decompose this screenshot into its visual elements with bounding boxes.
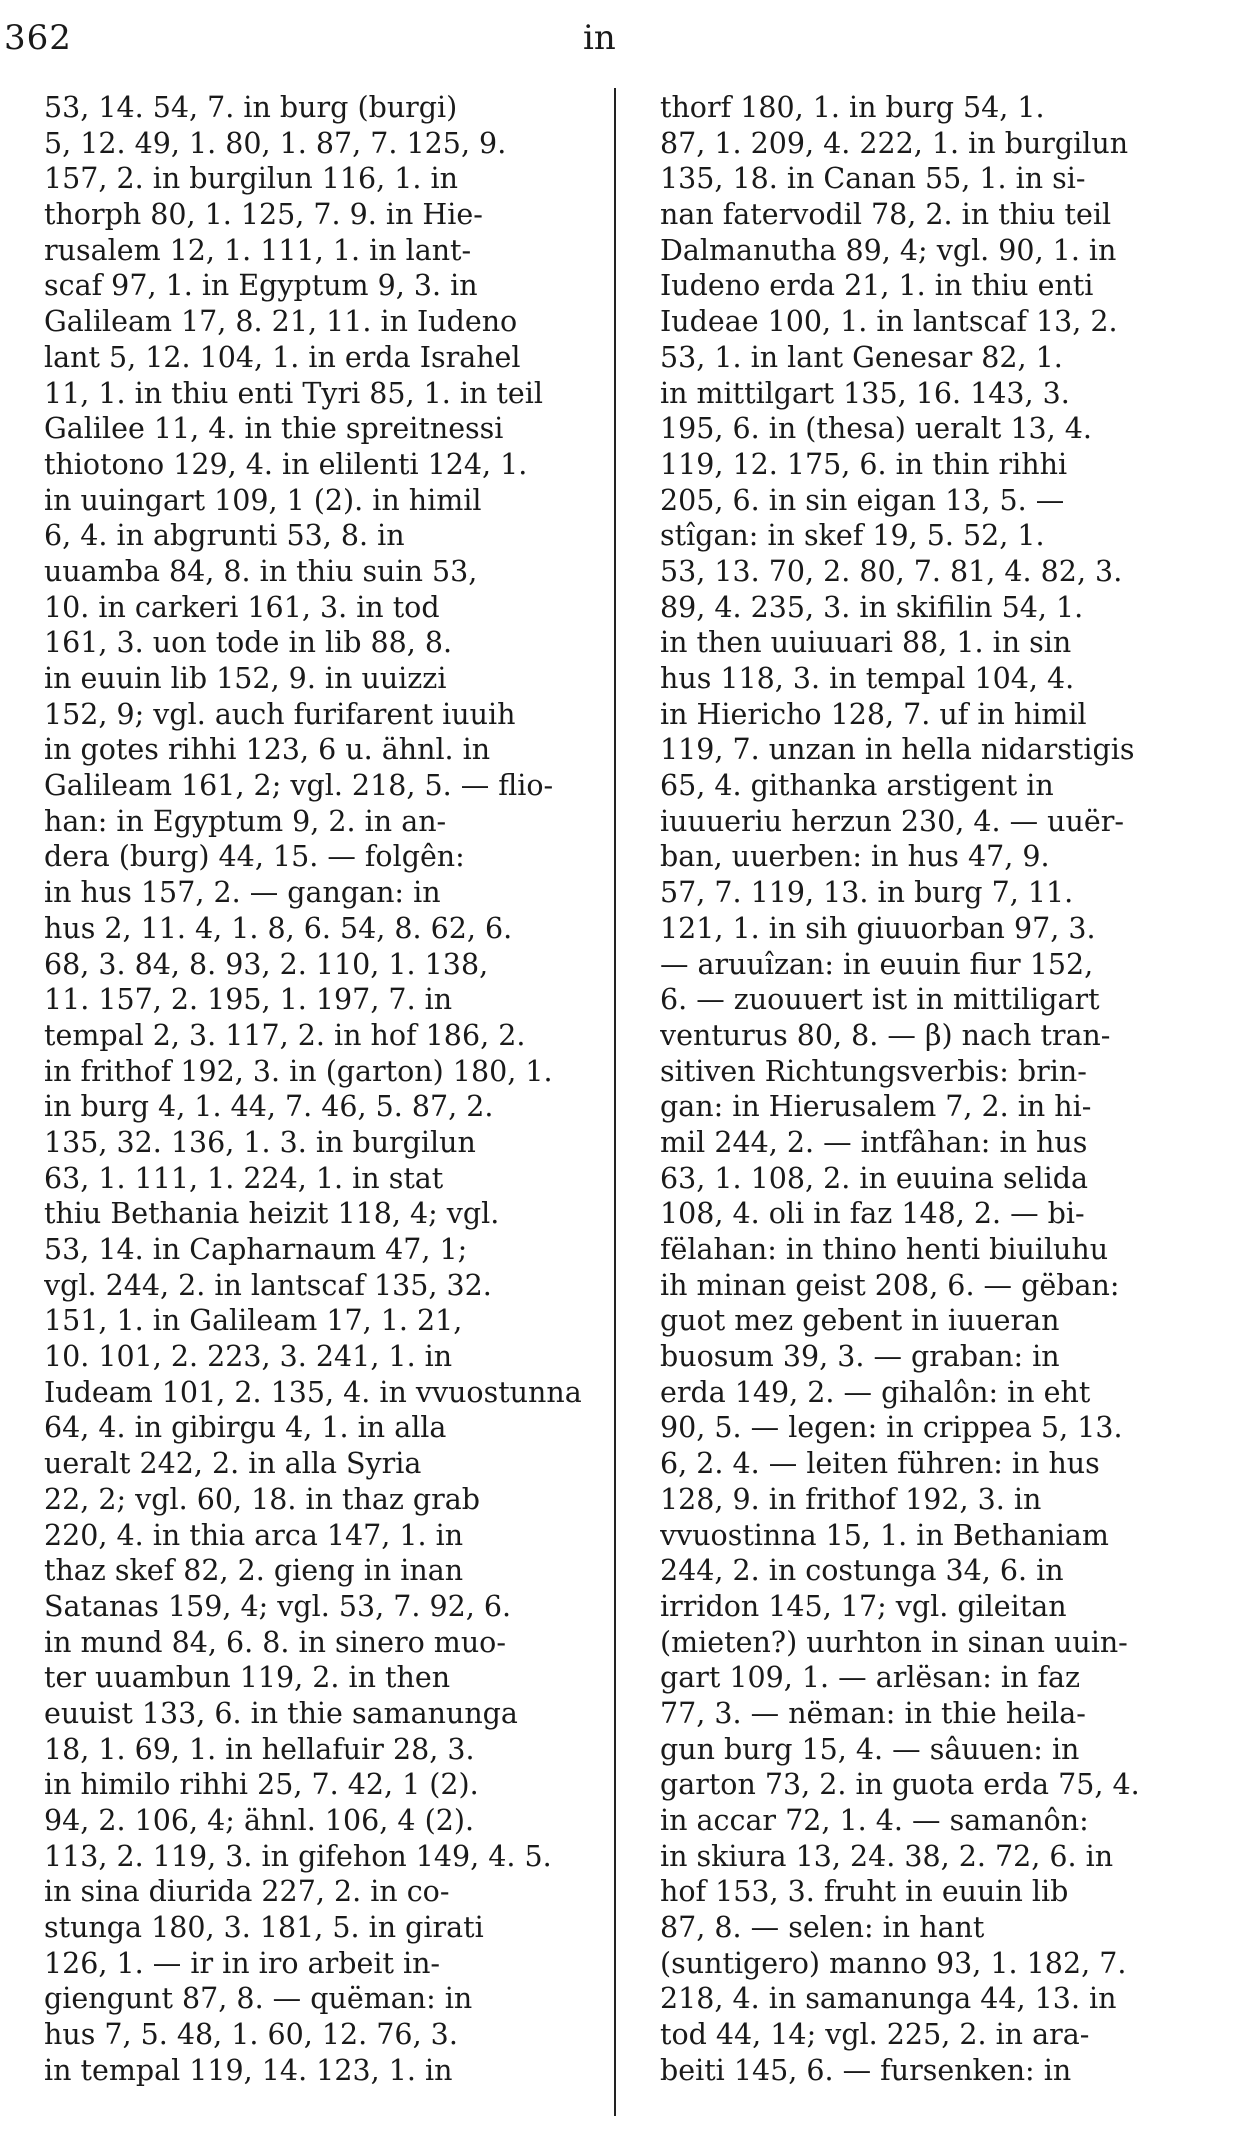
text-line: in sina diurida 227, 2. in co- [44, 1875, 450, 1909]
text-line: 121, 1. in sih giuuorban 97, 3. [660, 911, 1096, 945]
text-line: hof 153, 3. fruht in euuin lib [660, 1875, 1069, 1909]
text-line: 108, 4. oli in faz 148, 2. — bi- [660, 1197, 1085, 1231]
text-line: 195, 6. in (thesa) ueralt 13, 4. [660, 412, 1092, 446]
text-line: 10. 101, 2. 223, 3. 241, 1. in [44, 1340, 453, 1374]
text-line: 87, 8. — selen: in hant [660, 1911, 985, 1945]
text-line: 119, 7. unzan in hella nidarstigis [660, 733, 1135, 767]
text-line: thiu Bethania heizit 118, 4; vgl. [44, 1197, 500, 1231]
text-line: in skiura 13, 24. 38, 2. 72, 6. in [660, 1839, 1114, 1873]
text-line: thorf 180, 1. in burg 54, 1. [660, 91, 1045, 124]
text-line: in then uuiuuari 88, 1. in sin [660, 626, 1072, 660]
text-line: Galilee 11, 4. in thie spreitnessi [44, 412, 504, 446]
text-line: 77, 3. — nëman: in thie heila- [660, 1696, 1086, 1730]
text-line: 11. 157, 2. 195, 1. 197, 7. in [44, 983, 453, 1017]
text-line: Galileam 17, 8. 21, 11. in Iudeno [44, 305, 518, 339]
text-line: ih minan geist 208, 6. — gëban: [660, 1268, 1120, 1302]
text-line: 11, 1. in thiu enti Tyri 85, 1. in teil [44, 376, 543, 410]
text-line: irridon 145, 17; vgl. gileitan [660, 1589, 1067, 1623]
text-line: vvuostinna 15, 1. in Bethaniam [660, 1518, 1109, 1552]
text-line: venturus 80, 8. — β) nach tran- [660, 1018, 1111, 1052]
text-line: 128, 9. in frithof 192, 3. in [660, 1482, 1042, 1516]
text-line: in burg 4, 1. 44, 7. 46, 5. 87, 2. [44, 1090, 494, 1124]
text-line: 10. in carkeri 161, 3. in tod [44, 590, 440, 624]
text-line: in mund 84, 6. 8. in sinero muo- [44, 1625, 506, 1659]
text-line: hus 118, 3. in tempal 104, 4. [660, 662, 1075, 695]
text-line: tod 44, 14; vgl. 225, 2. in ara- [660, 2018, 1090, 2052]
text-line: mil 244, 2. — intfâhan: in hus [660, 1125, 1088, 1159]
text-line: ueralt 242, 2. in alla Syria [44, 1447, 422, 1481]
text-line: 113, 2. 119, 3. in gifehon 149, 4. 5. [44, 1839, 552, 1873]
text-line: (mieten?) uurhton in sinan uuin- [660, 1625, 1128, 1659]
left-column [44, 90, 584, 2089]
text-line: 119, 12. 175, 6. in thin rihhi [660, 447, 1068, 481]
text-line: gun burg 15, 4. — sâuuen: in [660, 1732, 1080, 1766]
text-line: in himilo rihhi 25, 7. 42, 1 (2). [44, 1768, 479, 1802]
text-line: buosum 39, 3. — graban: in [660, 1340, 1060, 1374]
text-line: guot mez gebent in iuueran [660, 1304, 1060, 1338]
text-line: Iudeno erda 21, 1. in thiu enti [660, 269, 1094, 303]
text-line: 205, 6. in sin eigan 13, 5. — [660, 483, 1065, 517]
text-line: in euuin lib 152, 9. in uuizzi [44, 662, 447, 695]
text-line: 53, 14. in Capharnaum 47, 1; [44, 1233, 468, 1266]
text-line: scaf 97, 1. in Egyptum 9, 3. in [44, 269, 478, 303]
text-line: lant 5, 12. 104, 1. in erda Israhel [44, 340, 521, 374]
text-line: 63, 1. 111, 1. 224, 1. in stat [44, 1161, 444, 1195]
text-line: fëlahan: in thino henti biuiluhu [660, 1233, 1109, 1266]
text-line: in uuingart 109, 1 (2). in himil [44, 483, 482, 517]
text-line: in accar 72, 1. 4. — samanôn: [660, 1804, 1089, 1837]
text-line: 218, 4. in samanunga 44, 13. in [660, 1982, 1117, 2016]
text-line: vgl. 244, 2. in lantscaf 135, 32. [44, 1268, 492, 1302]
text-line: thorph 80, 1. 125, 7. 9. in Hie- [44, 198, 483, 232]
text-line: 89, 4. 235, 3. in skifilin 54, 1. [660, 590, 1084, 624]
text-line: euuist 133, 6. in thie samanunga [44, 1696, 518, 1730]
text-line: in mittilgart 135, 16. 143, 3. [660, 376, 1070, 410]
text-line: 87, 1. 209, 4. 222, 1. in burgilun [660, 126, 1129, 160]
text-line: 6. — zuouuert ist in mittiligart [660, 983, 1100, 1017]
text-line: 220, 4. in thia arca 147, 1. in [44, 1518, 464, 1552]
text-line: 53, 1. in lant Genesar 82, 1. [660, 340, 1063, 374]
text-line: 161, 3. uon tode in lib 88, 8. [44, 626, 453, 660]
text-line: 90, 5. — legen: in crippea 5, 13. [660, 1411, 1123, 1445]
right-column [660, 90, 1200, 2089]
text-line: ter uuambun 119, 2. in then [44, 1661, 451, 1695]
text-line: Iudeae 100, 1. in lantscaf 13, 2. [660, 305, 1118, 339]
text-line: (suntigero) manno 93, 1. 182, 7. [660, 1946, 1127, 1980]
running-head: in [583, 18, 616, 58]
text-line: 6, 2. 4. — leiten führen: in hus [660, 1447, 1100, 1481]
text-line: in Hiericho 128, 7. uf in himil [660, 697, 1087, 731]
text-line: 151, 1. in Galileam 17, 1. 21, [44, 1304, 463, 1338]
text-line: giengunt 87, 8. — quëman: in [44, 1982, 473, 2016]
text-line: Satanas 159, 4; vgl. 53, 7. 92, 6. [44, 1589, 512, 1623]
page-number: 362 [4, 18, 72, 58]
text-line: gart 109, 1. — arlësan: in faz [660, 1661, 1081, 1695]
column-divider [614, 88, 616, 2116]
text-line: 64, 4. in gibirgu 4, 1. in alla [44, 1411, 447, 1445]
text-line: in hus 157, 2. — gangan: in [44, 876, 441, 910]
text-line: nan fatervodil 78, 2. in thiu teil [660, 198, 1112, 232]
text-line: stunga 180, 3. 181, 5. in girati [44, 1911, 484, 1945]
text-line: 68, 3. 84, 8. 93, 2. 110, 1. 138, [44, 947, 489, 981]
text-line: 126, 1. — ir in iro arbeit in- [44, 1946, 441, 1980]
text-line: ban, uuerben: in hus 47, 9. [660, 840, 1050, 874]
text-line: dera (burg) 44, 15. — folgên: [44, 840, 465, 874]
text-line: 63, 1. 108, 2. in euuina selida [660, 1161, 1088, 1195]
text-line: 152, 9; vgl. auch furifarent iuuih [44, 697, 516, 731]
text-line: 94, 2. 106, 4; ähnl. 106, 4 (2). [44, 1804, 475, 1837]
text-line: 244, 2. in costunga 34, 6. in [660, 1554, 1064, 1588]
text-line: 157, 2. in burgilun 116, 1. in [44, 162, 459, 196]
text-line: iuuueriu herzun 230, 4. — uuër- [660, 804, 1124, 838]
text-line: beiti 145, 6. — fursenken: in [660, 2053, 1072, 2087]
text-line: Dalmanutha 89, 4; vgl. 90, 1. in [660, 233, 1117, 267]
text-line: rusalem 12, 1. 111, 1. in lant- [44, 233, 472, 267]
text-line: han: in Egyptum 9, 2. in an- [44, 804, 447, 838]
text-line: 5, 12. 49, 1. 80, 1. 87, 7. 125, 9. [44, 126, 507, 160]
text-line: garton 73, 2. in guota erda 75, 4. [660, 1768, 1140, 1802]
text-line: — aruuîzan: in euuin fiur 152, [660, 947, 1094, 981]
text-line: gan: in Hierusalem 7, 2. in hi- [660, 1090, 1092, 1124]
text-line: hus 7, 5. 48, 1. 60, 12. 76, 3. [44, 2018, 458, 2052]
text-line: thaz skef 82, 2. gieng in inan [44, 1554, 464, 1588]
text-line: Iudeam 101, 2. 135, 4. in vvuostunna [44, 1375, 582, 1409]
text-line: 135, 32. 136, 1. 3. in burgilun [44, 1125, 476, 1159]
text-line: thiotono 129, 4. in elilenti 124, 1. [44, 447, 528, 481]
text-line: 6, 4. in abgrunti 53, 8. in [44, 519, 405, 553]
text-line: 53, 13. 70, 2. 80, 7. 81, 4. 82, 3. [660, 554, 1123, 588]
text-line: in frithof 192, 3. in (garton) 180, 1. [44, 1054, 553, 1088]
text-line: hus 2, 11. 4, 1. 8, 6. 54, 8. 62, 6. [44, 911, 513, 945]
text-line: 135, 18. in Canan 55, 1. in si- [660, 162, 1086, 196]
text-line: in tempal 119, 14. 123, 1. in [44, 2053, 453, 2087]
text-line: 57, 7. 119, 13. in burg 7, 11. [660, 876, 1074, 910]
text-line: 65, 4. githanka arstigent in [660, 769, 1054, 803]
text-line: sitiven Richtungsverbis: brin- [660, 1054, 1087, 1088]
text-line: 18, 1. 69, 1. in hellafuir 28, 3. [44, 1732, 475, 1766]
text-line: stîgan: in skef 19, 5. 52, 1. [660, 519, 1045, 553]
text-line: 22, 2; vgl. 60, 18. in thaz grab [44, 1482, 481, 1516]
text-line: Galileam 161, 2; vgl. 218, 5. — flio- [44, 769, 554, 803]
text-line: tempal 2, 3. 117, 2. in hof 186, 2. [44, 1018, 526, 1052]
text-line: in gotes rihhi 123, 6 u. ähnl. in [44, 733, 491, 767]
text-line: 53, 14. 54, 7. in burg (burgi) [44, 91, 458, 124]
text-line: uuamba 84, 8. in thiu suin 53, [44, 554, 478, 588]
text-line: erda 149, 2. — gihalôn: in eht [660, 1375, 1091, 1409]
